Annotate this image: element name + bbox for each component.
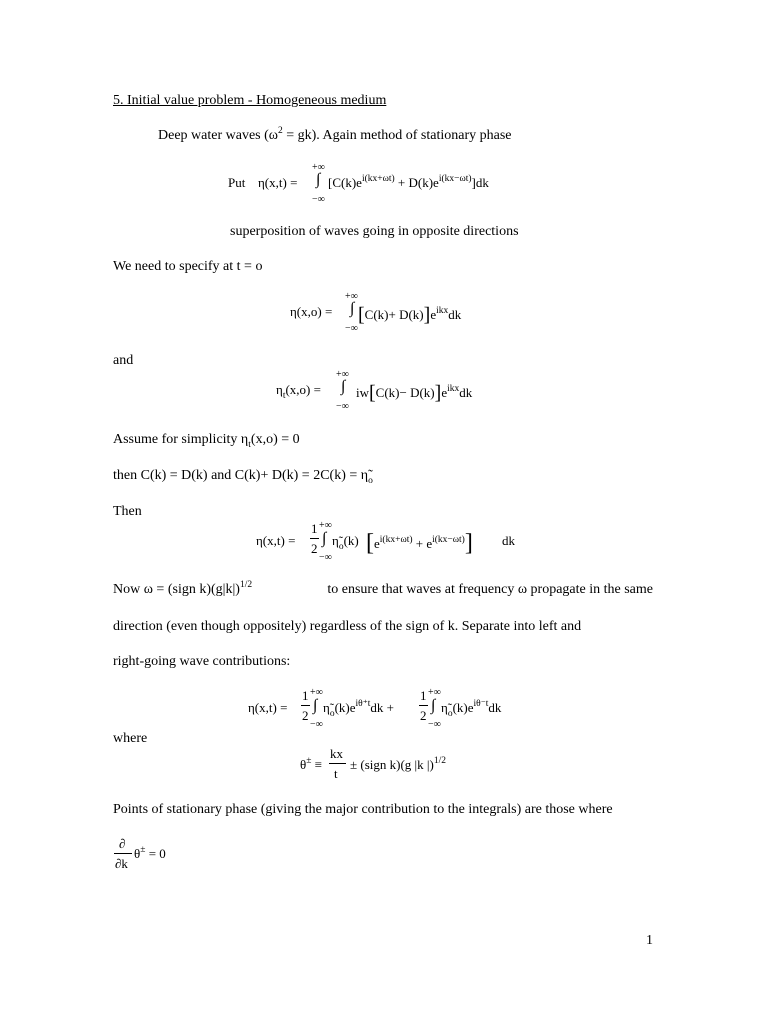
eq5-eta-tilde-1: η̃ xyxy=(323,700,330,715)
paragraph-line-1 xyxy=(113,582,653,599)
eq2-upper-limit: +∞ xyxy=(345,291,358,302)
eq5-term2 xyxy=(441,699,502,719)
eq3-body-iw: iw xyxy=(356,385,369,400)
eq5-frac2-numerator: 1 xyxy=(420,688,427,703)
eq5-upper-limit-1: +∞ xyxy=(310,687,323,698)
eq7-rhs: = 0 xyxy=(145,846,166,861)
eq7-fraction-bar xyxy=(114,853,132,854)
page-number: 1 xyxy=(646,933,653,948)
paragraph-1-exp: 1/2 xyxy=(239,580,253,590)
eq4-sub: o xyxy=(338,542,344,552)
eq4-fraction-bar xyxy=(310,538,319,539)
eq5-integral-sign-1: ∫ xyxy=(313,697,318,714)
eq4-body xyxy=(332,533,359,552)
eq5-frac2-denominator: 2 xyxy=(420,708,427,723)
eq5-lower-limit-1: −∞ xyxy=(310,719,323,730)
eq5-frac1-bar xyxy=(301,705,310,706)
eq2-body xyxy=(358,302,461,325)
eq3-lower-limit: −∞ xyxy=(336,401,349,412)
eq5-integral-sign-2: ∫ xyxy=(431,697,436,714)
eq2-inner: C(k)+ D(k) xyxy=(364,307,424,322)
section-heading: 5. Initial value problem - Homogeneous medium xyxy=(113,93,387,108)
assume-text xyxy=(113,432,300,449)
eq1-lead: Put xyxy=(228,175,246,190)
eq7-theta: θ xyxy=(134,846,141,861)
eq5-after1: (k)e xyxy=(334,700,356,715)
eq5-frac1-denominator: 2 xyxy=(302,708,309,723)
eq3-lhs-sub: t xyxy=(282,391,286,401)
eq5-mid: dk + xyxy=(370,700,394,715)
eq2-lhs: η(x,o) = xyxy=(290,304,333,319)
eq3-tail: e xyxy=(441,385,448,400)
eq7-body xyxy=(134,846,166,862)
eq5-lhs: η(x,t) = xyxy=(248,700,288,715)
eq4-lower-limit: −∞ xyxy=(319,552,332,563)
eq5-end: dk xyxy=(488,700,502,715)
eq1-upper-limit: +∞ xyxy=(312,162,325,173)
eq1-body xyxy=(328,175,489,191)
paragraph-1-start xyxy=(113,582,252,599)
intro-exp: 2 xyxy=(278,126,283,136)
eq7-sup: ± xyxy=(140,845,146,855)
eq5-sub-1: o xyxy=(329,709,335,719)
eq5-upper-limit-2: +∞ xyxy=(428,687,441,698)
eq3-inner: C(k)− D(k) xyxy=(375,385,435,400)
paragraph-line-2: direction (even though oppositely) regardless of the sign of k. Separate into left and xyxy=(113,619,582,634)
eq4-after: (k) xyxy=(343,533,359,548)
and-text: and xyxy=(113,353,134,368)
eq6-exp: 1/2 xyxy=(433,756,446,766)
eq3-integral-sign: ∫ xyxy=(341,378,346,395)
then-line xyxy=(113,468,373,485)
then-label: Then xyxy=(113,504,142,519)
eq1-exp2: i(kx−ωt) xyxy=(438,174,472,184)
eq4-upper-limit: +∞ xyxy=(319,520,332,531)
eq2-integral-sign: ∫ xyxy=(350,300,355,317)
then-line-prefix: then C(k) = D(k) and C(k)+ D(k) = 2C(k) = η̃ xyxy=(113,468,369,483)
eq2-close-bracket: ] xyxy=(423,304,431,326)
eq3-lhs xyxy=(276,382,321,401)
eq1-integral-sign: ∫ xyxy=(316,171,321,188)
eq6-fraction-denominator: t xyxy=(334,766,338,781)
eq2-lower-limit: −∞ xyxy=(345,323,358,334)
eq4-lhs: η(x,t) = xyxy=(256,533,296,548)
eq4-integral-sign: ∫ xyxy=(322,530,327,547)
paragraph-1-rest: to ensure that waves at frequency ω propagate in the same xyxy=(327,582,653,597)
eq5-frac2-bar xyxy=(419,705,428,706)
eq4-plus: + e xyxy=(412,536,433,551)
eq3-upper-limit: +∞ xyxy=(336,369,349,380)
eq2-tail: e xyxy=(430,307,437,322)
eq1-lhs: η(x,t) = xyxy=(258,175,298,190)
eq4-e1: e xyxy=(374,536,380,551)
eq4-bracket-term xyxy=(366,528,473,555)
assume-sub: t xyxy=(248,440,251,450)
eq5-term1 xyxy=(323,699,394,719)
eq6-fraction-numerator: kx xyxy=(330,746,343,761)
eq5-lower-limit-2: −∞ xyxy=(428,719,441,730)
eq1-lower-limit: −∞ xyxy=(312,194,325,205)
specify-text: We need to specify at t = o xyxy=(113,259,263,274)
eq5-exp2: iθ⁻t xyxy=(473,699,489,709)
superposition-text: superposition of waves going in opposite directions xyxy=(230,224,519,239)
eq1-body3: ]dk xyxy=(471,175,489,190)
eq6-equiv: ≡ xyxy=(311,757,323,772)
intro-prefix: Deep water waves (ω xyxy=(158,128,278,143)
eq6-rhs-text: ± (sign k)(g |k |) xyxy=(350,757,434,772)
eq2-end: dk xyxy=(448,307,462,322)
eq5-eta-tilde-2: η̃ xyxy=(441,700,448,715)
eq4-fraction-denominator: 2 xyxy=(311,541,318,556)
eq2-open-bracket: [ xyxy=(358,304,365,326)
eq3-lhs-rest: (x,o) = xyxy=(285,382,321,397)
eq5-exp1: iθ⁺t xyxy=(355,699,371,709)
eq3-lhs-symbol: η xyxy=(276,382,283,397)
eq4-exp1: i(kx+ωt) xyxy=(379,535,413,545)
eq3-exp: ikx xyxy=(447,384,460,394)
eq1-body1: [C(k)e xyxy=(328,175,362,190)
paragraph-line-3: right-going wave contributions: xyxy=(113,654,291,669)
stationary-text: Points of stationary phase (giving the major contribution to the integrals) are those where xyxy=(113,802,613,817)
eq5-frac1-numerator: 1 xyxy=(302,688,309,703)
intro-suffix: = gk). Again method of stationary phase xyxy=(282,128,512,143)
eq4-eta-tilde: η̃ xyxy=(332,533,339,548)
eq3-open-bracket: [ xyxy=(369,382,376,404)
then-line-sub: o xyxy=(368,476,373,486)
eq6-lhs xyxy=(300,757,322,773)
eq7-fraction-denominator: ∂k xyxy=(115,856,128,871)
where-text: where xyxy=(113,731,148,746)
eq6-rhs xyxy=(350,757,446,773)
eq5-after2: (k)e xyxy=(452,700,474,715)
eq1-exp1: i(kx+ωt) xyxy=(361,174,395,184)
eq3-close-bracket: ] xyxy=(434,382,442,404)
eq6-theta-sup: ± xyxy=(306,756,312,766)
eq4-exp2: i(kx−ωt) xyxy=(432,535,465,545)
assume-prefix: Assume for simplicity η xyxy=(113,432,249,447)
eq6-fraction-bar xyxy=(329,763,346,764)
eq3-body xyxy=(356,380,472,403)
eq5-sub-2: o xyxy=(447,709,453,719)
assume-suffix: (x,o) = 0 xyxy=(250,432,300,447)
eq1-body2: + D(k)e xyxy=(394,175,439,190)
eq4-close-bracket: ] xyxy=(464,530,473,556)
eq7-fraction-numerator: ∂ xyxy=(119,836,126,851)
eq3-end: dk xyxy=(459,385,473,400)
eq4-end: dk xyxy=(502,533,515,548)
intro-line xyxy=(158,128,512,145)
eq4-open-bracket: [ xyxy=(366,530,374,556)
eq6-theta: θ xyxy=(300,757,307,772)
eq2-exp: ikx xyxy=(436,306,449,316)
eq4-fraction-numerator: 1 xyxy=(311,521,318,536)
paragraph-1-text: Now ω = (sign k)(g|k|) xyxy=(113,582,240,597)
